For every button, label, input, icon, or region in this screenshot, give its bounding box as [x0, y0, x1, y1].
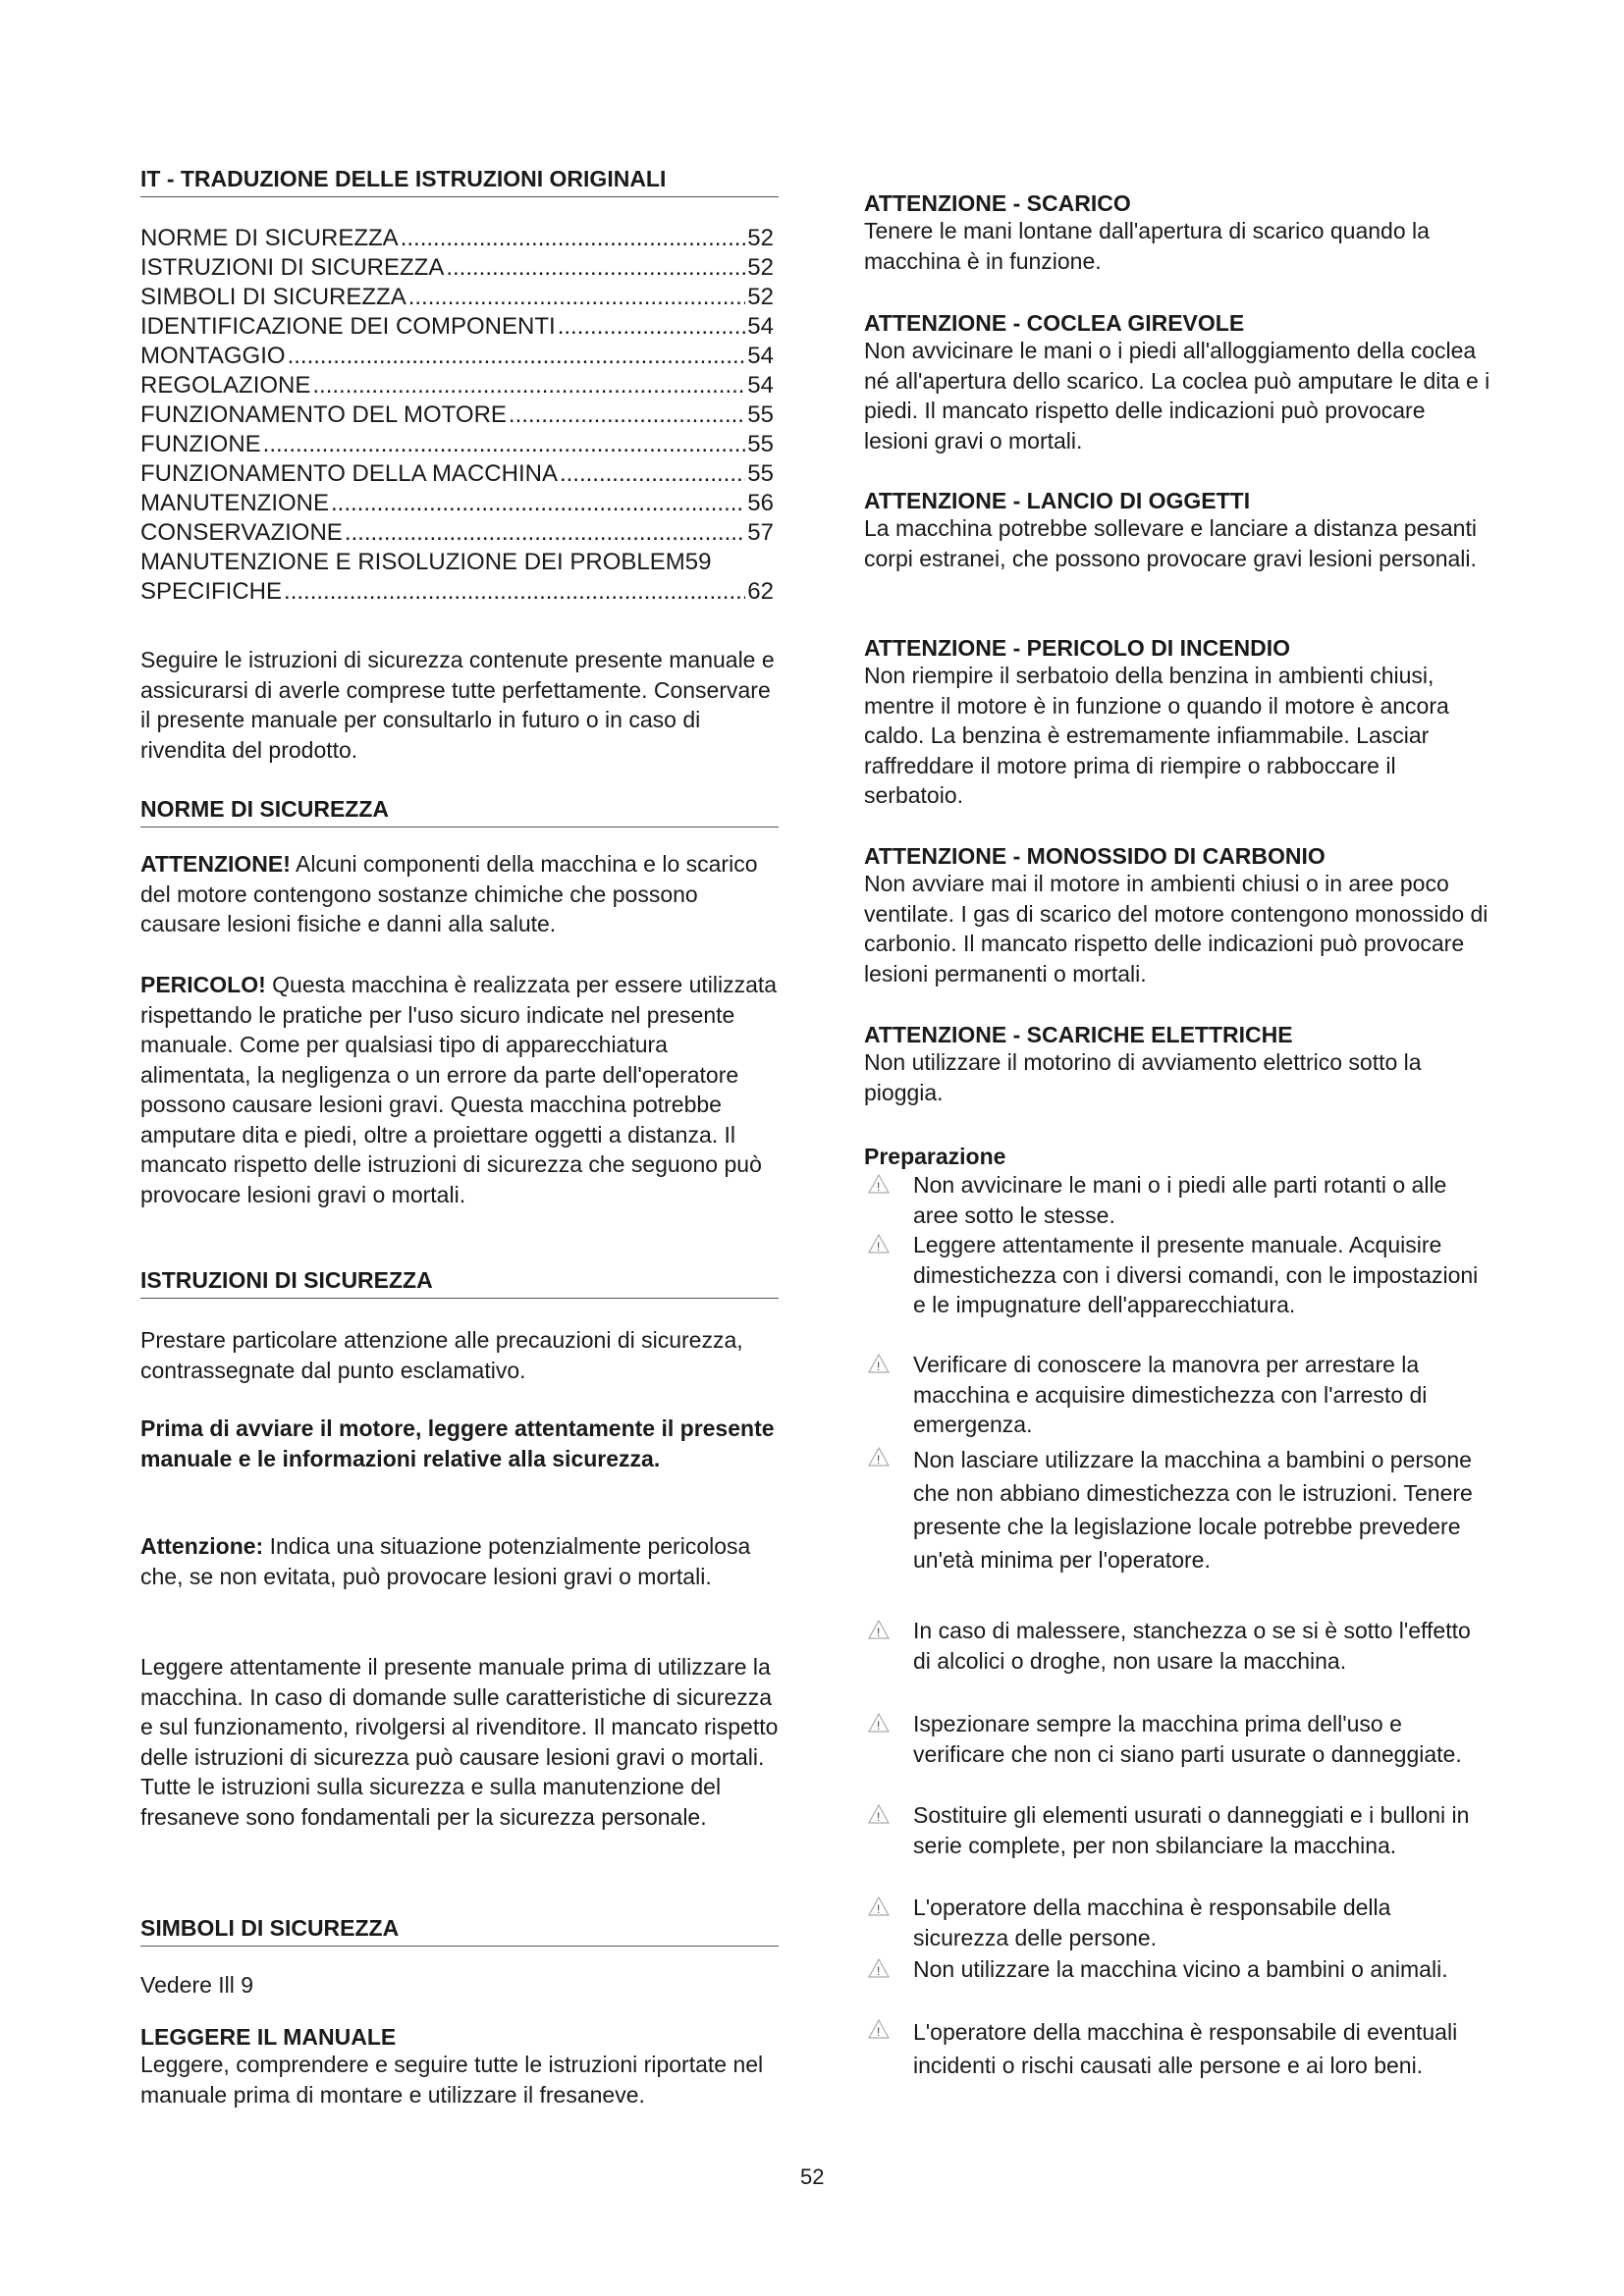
vedere-text: Vedere Ill 9	[140, 1972, 254, 1998]
section-heading-simboli: SIMBOLI DI SICUREZZA	[140, 1914, 779, 1947]
toc-item[interactable]: REGOLAZIONE ..... 54	[140, 371, 774, 400]
svg-text:!: !	[877, 1180, 881, 1194]
warning-triangle-icon	[868, 2019, 890, 2039]
istruzioni-paragraph: Prestare particolare attenzione alle precauzioni di sicurezza, contrassegnate dal punto esclamativo.	[140, 1327, 743, 1383]
warning-title: ATTENZIONE - PERICOLO DI INCENDIO	[864, 635, 1291, 661]
svg-text:!: !	[877, 1964, 881, 1978]
warning-text: Non utilizzare il motorino di avviamento elettrico sotto la pioggia.	[864, 1049, 1422, 1105]
warning-title: ATTENZIONE - SCARICHE ELETTRICHE	[864, 1022, 1293, 1047]
safety-bullet: ! Sostituire gli elementi usurati o danneggiati e i bulloni in serie complete, per non sbilanciare la macchina.	[913, 1800, 1483, 1860]
attenzione-definition: Attenzione: Indica una situazione potenzialmente pericolosa che, se non evitata, può provocare lesioni gravi o mortali.	[140, 1533, 751, 1589]
toc-item[interactable]: CONSERVAZIONE ..... 57	[140, 518, 774, 548]
toc-item[interactable]: NORME DI SICUREZZA ..... 52	[140, 224, 774, 253]
toc-item[interactable]: FUNZIONAMENTO DELLA MACCHINA ..... 55	[140, 459, 774, 489]
svg-text:!: !	[877, 1240, 881, 1254]
warning-title: ATTENZIONE - LANCIO DI OGGETTI	[864, 488, 1251, 513]
svg-text:!: !	[877, 1719, 881, 1733]
leggere-manuale-title: LEGGERE IL MANUALE	[140, 2024, 397, 2050]
warning-triangle-icon	[868, 1896, 890, 1916]
warning-triangle-icon	[868, 1234, 890, 1254]
attenzione-paragraph: ATTENZIONE! Alcuni componenti della macchina e lo scarico del motore contengono sostanze chimiche che possono causare lesioni fisiche e danni alla salute.	[140, 851, 758, 936]
leggere-manuale-text: Leggere, comprendere e seguire tutte le istruzioni riportate nel manuale prima di montare e utilizzare il fresaneve.	[140, 2052, 764, 2108]
svg-text:!: !	[877, 1902, 881, 1916]
safety-bullet: ! Verificare di conoscere la manovra per arrestare la macchina e acquisire dimestichezza con l'arresto di emergenza.	[913, 1350, 1483, 1440]
warning-title: ATTENZIONE - COCLEA GIREVOLE	[864, 310, 1245, 336]
toc-item[interactable]: SIMBOLI DI SICUREZZA ..... 52	[140, 283, 774, 312]
warning-title: ATTENZIONE - MONOSSIDO DI CARBONIO	[864, 843, 1326, 869]
section-heading-norme: NORME DI SICUREZZA	[140, 795, 779, 828]
warning-title: ATTENZIONE - SCARICO	[864, 190, 1131, 216]
safety-bullet: ! Non utilizzare la macchina vicino a bambini o animali.	[913, 1954, 1483, 1985]
safety-bullet: ! Non avvicinare le mani o i piedi alle parti rotanti o alle aree sotto le stesse.	[913, 1170, 1483, 1230]
svg-text:!: !	[877, 2025, 881, 2039]
safety-bullet: ! Leggere attentamente il presente manuale. Acquisire dimestichezza con i diversi comandi, con le impostazioni e le impugnature dell'apparecchiatura.	[913, 1230, 1483, 1320]
toc-item[interactable]: IDENTIFICAZIONE DEI COMPONENTI ..... 54	[140, 312, 774, 342]
preparazione-title: Preparazione	[864, 1144, 1006, 1169]
safety-bullet: ! Non lasciare utilizzare la macchina a bambini o persone che non abbiano dimestichezza con le istruzioni. Tenere presente che la legislazione locale potrebbe prevedere un'età minima per l'operatore.	[913, 1443, 1483, 1576]
warning-text: Non avvicinare le mani o i piedi all'alloggiamento della coclea né all'apertura dello scarico. La coclea può amputare le dita e i piedi. Il mancato rispetto delle indicazioni può provocare lesioni gravi o mortali.	[864, 338, 1490, 454]
leggere-paragraph: Leggere attentamente il presente manuale prima di utilizzare la macchina. In caso di domande sulle caratteristiche di sicurezza e sul funzionamento, rivolgersi al rivenditore. Il mancato rispetto delle istruzioni di sicurezza può causare lesioni gravi o mortali. Tutte le istruzioni sulla sicurezza e sulla manutenzione del fresaneve sono fondamentali per la sicurezza personale.	[140, 1654, 779, 1830]
warning-triangle-icon	[868, 1174, 890, 1194]
page-title: IT - TRADUZIONE DELLE ISTRUZIONI ORIGINALI	[140, 165, 779, 197]
svg-text:!: !	[877, 1453, 881, 1467]
prima-avviare-paragraph: Prima di avviare il motore, leggere attentamente il presente manuale e le informazioni relative alla sicurezza.	[140, 1415, 775, 1471]
warning-text: Tenere le mani lontane dall'apertura di scarico quando la macchina è in funzione.	[864, 218, 1430, 274]
warning-triangle-icon	[868, 1713, 890, 1733]
pericolo-paragraph: PERICOLO! Questa macchina è realizzata per essere utilizzata rispettando le pratiche per l'uso sicuro indicate nel presente manuale. Come per qualsiasi tipo di apparecchiatura alimentata, la negligenza o un errore da parte dell'operatore possono causare lesioni gravi. Questa macchina potrebbe amputare dita e piedi, oltre a proiettare oggetti a distanza. Il mancato rispetto delle istruzioni di sicurezza che seguono può provocare lesioni gravi o mortali.	[140, 972, 778, 1207]
warning-text: Non avviare mai il motore in ambienti chiusi o in aree poco ventilate. I gas di scarico del motore contengono monossido di carbonio. Il mancato rispetto delle indicazioni può provocare lesioni permanenti o mortali.	[864, 871, 1489, 987]
warning-text: Non riempire il serbatoio della benzina in ambienti chiusi, mentre il motore è in funzione o quando il motore è ancora caldo. La benzina è estremamente infiammabile. Lasciar raffreddare il motore prima di riempire o rabboccare il serbatoio.	[864, 663, 1449, 808]
toc-item[interactable]: ISTRUZIONI DI SICUREZZA ..... 52	[140, 253, 774, 283]
safety-bullet: ! L'operatore della macchina è responsabile della sicurezza delle persone.	[913, 1893, 1483, 1952]
safety-bullet: ! L'operatore della macchina è responsabile di eventuali incidenti o rischi causati alle persone e ai loro beni.	[913, 2015, 1483, 2082]
toc-item[interactable]: SPECIFICHE ..... 62	[140, 577, 774, 607]
toc-item[interactable]: MANUTENZIONE ..... 56	[140, 489, 774, 518]
svg-text:!: !	[877, 1810, 881, 1824]
warning-triangle-icon	[868, 1447, 890, 1467]
warning-triangle-icon	[868, 1620, 890, 1639]
intro-paragraph: Seguire le istruzioni di sicurezza contenute presente manuale e assicurarsi di averle comprese tutte perfettamente. Conservare il presente manuale per consultarlo in futuro o in caso di rivendita del prodotto.	[140, 647, 775, 763]
safety-bullet: ! In caso di malessere, stanchezza o se si è sotto l'effetto di alcolici o droghe, non usare la macchina.	[913, 1616, 1483, 1676]
page-number: 52	[800, 2164, 825, 2189]
table-of-contents	[140, 224, 774, 607]
toc-item[interactable]: MONTAGGIO ..... 54	[140, 342, 774, 371]
svg-text:!: !	[877, 1626, 881, 1639]
warning-triangle-icon	[868, 1354, 890, 1373]
svg-text:!: !	[877, 1360, 881, 1373]
toc-item[interactable]: MANUTENZIONE E RISOLUZIONE DEI PROBLEM 59	[140, 549, 712, 575]
safety-bullet: ! Ispezionare sempre la macchina prima dell'uso e verificare che non ci siano parti usurate o danneggiate.	[913, 1709, 1483, 1769]
toc-item[interactable]: FUNZIONAMENTO DEL MOTORE ..... 55	[140, 400, 774, 430]
toc-item[interactable]: FUNZIONE ..... 55	[140, 430, 774, 459]
section-heading-istruzioni: ISTRUZIONI DI SICUREZZA	[140, 1266, 779, 1299]
warning-triangle-icon	[868, 1804, 890, 1824]
warning-triangle-icon	[868, 1958, 890, 1978]
warning-text: La macchina potrebbe sollevare e lanciare a distanza pesanti corpi estranei, che possono provocare gravi lesioni personali.	[864, 515, 1477, 571]
